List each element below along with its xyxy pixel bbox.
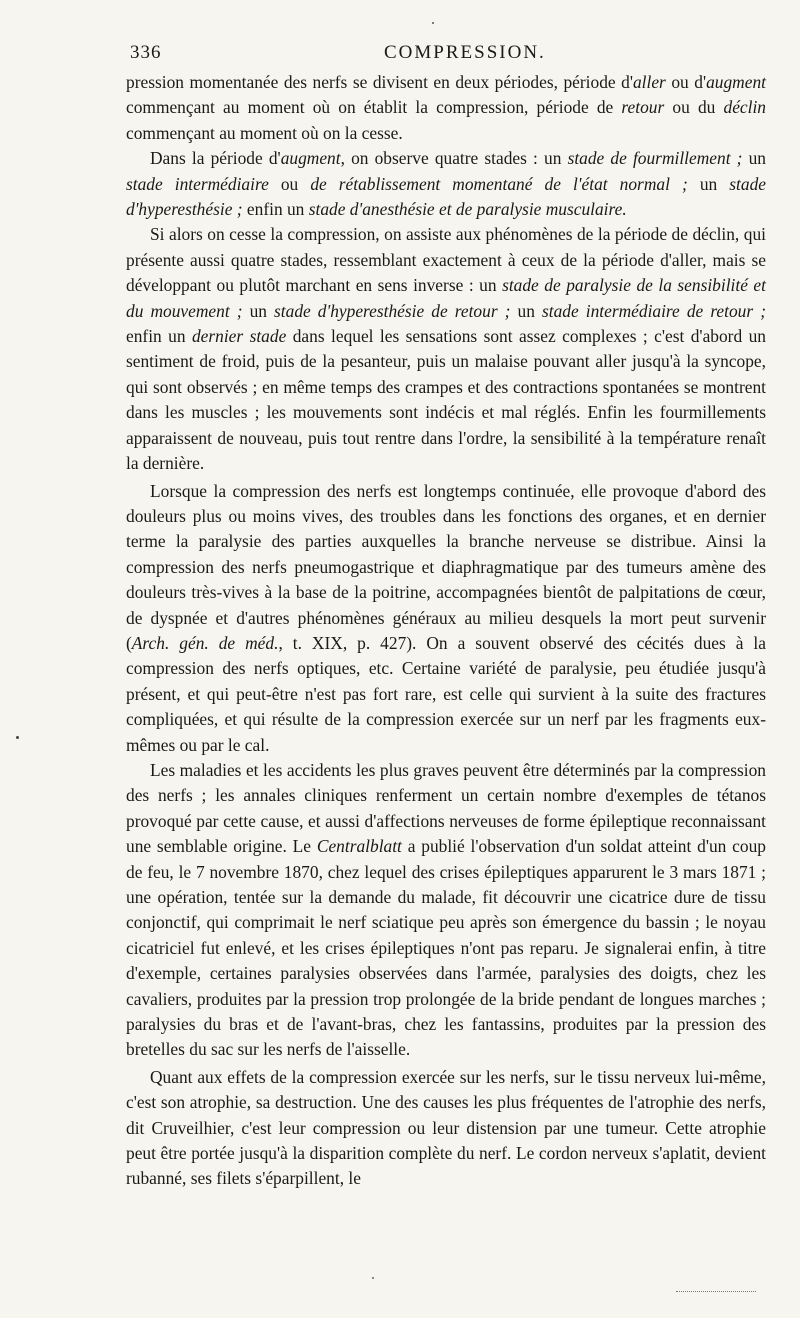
paragraph-2: Dans la période d'augment, on observe quatre stades : un stade de fourmillement ; un stade intermédiaire ou de rétablissement momentané de l'état normal ; un stade d'hyperesthésie ; enfin un stade d'anesthésie et de paralysie musculaire. [126,148,766,220]
page-header [126,42,766,70]
paragraph-4: Lorsque la compression des nerfs est longtemps continuée, elle provoque d'abord des douleurs plus ou moins vives, des troubles dans les fonctions des organes, et en dernier terme la paralysie des parties auxquelles la branche nerveuse se distribue. Ainsi la compression des nerfs pneumogastrique et diaphragmatique par des tumeurs amène des douleurs très-vives à la base de la poitrine, accompagnées bientôt de palpitations de cœur, de dyspnée et d'autres phénomènes généraux au milieu desquels la mort peut survenir (Arch. gén. de méd., t. XIX, p. 427). On a souvent observé des cécités dues à la compression des nerfs optiques, etc. Certaine variété de paralysie, peu étudiée jusqu'à présent, et qui peut-être n'est pas fort rare, est celle qui survient à la suite des fractures compliquées, et qui résulte de la compression exercée sur un nerf par les fragments eux-mêmes ou par le cal. [126,480,766,755]
ink-speck [372,1277,374,1279]
page-number: 336 [130,42,162,63]
running-title: COMPRESSION. [384,42,546,63]
paragraph-3: Si alors on cesse la compression, on assiste aux phénomènes de la période de déclin, qui présente aussi quatre stades, ressemblant exactement à ceux de la période d'aller, mais se développant ou plutôt marchant en sens inverse : un stade de paralysie de la sensibilité et du mouvement ; un stade d'hyperesthésie de retour ; un stade intermédiaire de retour ; enfin un dernier stade dans lequel les sensations sont assez complexes ; c'est d'abord un sentiment de froid, puis de la pesanteur, puis un malaise pouvant aller jusqu'à la syncope, qui sont observés ; en même temps des crampes et des contractions spontanées se montrent dans les muscles ; les mouvements sont indécis et mal réglés. Enfin les fourmillements apparaissent de nouveau, puis tout rentre dans l'ordre, la sensibilité à la température renaît la dernière. [126,224,766,474]
body-text [126,70,766,1192]
book-page [126,42,766,1192]
paragraph-1: pression momentanée des nerfs se divisent en deux périodes, période d'aller ou d'augment commençant au moment où on établit la compression, période de retour ou du déclin commençant au moment où on la cesse. [126,72,766,143]
footer-rule [676,1291,756,1292]
ink-speck [16,736,19,739]
paragraph-5: Les maladies et les accidents les plus graves peuvent être déterminés par la compression des nerfs ; les annales cliniques renferment un certain nombre d'exemples de tétanos provoqué par cette cause, et aussi d'affections nerveuses de forme épileptique reconnaissant une semblable origine. Le Centralblatt a publié l'observation d'un soldat atteint d'un coup de feu, le 7 novembre 1870, chez lequel des crises épileptiques apparurent le 3 mars 1871 ; une opération, tentée sur la demande du malade, fit découvrir une cicatrice dure de tissu conjonctif, qui comprimait le nerf sciatique peu après son émergence du bassin ; le noyau cicatriciel fut enlevé, et les crises épileptiques n'ont pas reparu. Je signalerai enfin, à titre d'exemple, certaines paralysies observées dans l'armée, paralysies des doigts, chez les cavaliers, produites par la pression trop prolongée de la bride pendant de longues marches ; paralysies du bras et de l'avant-bras, chez les fantassins, produites par la pression des bretelles du sac sur les nerfs de l'aisselle. [126,759,766,1060]
ink-speck [432,22,434,24]
paragraph-6: Quant aux effets de la compression exercée sur les nerfs, sur le tissu nerveux lui-même, c'est son atrophie, sa destruction. Une des causes les plus fréquentes de l'atrophie des nerfs, dit Cruveilhier, c'est leur compression ou leur distension par une tumeur. Cette atrophie peut être portée jusqu'à la disparition complète du nerf. Le cordon nerveux s'aplatit, devient rubanné, ses filets s'éparpillent, le [126,1066,766,1189]
